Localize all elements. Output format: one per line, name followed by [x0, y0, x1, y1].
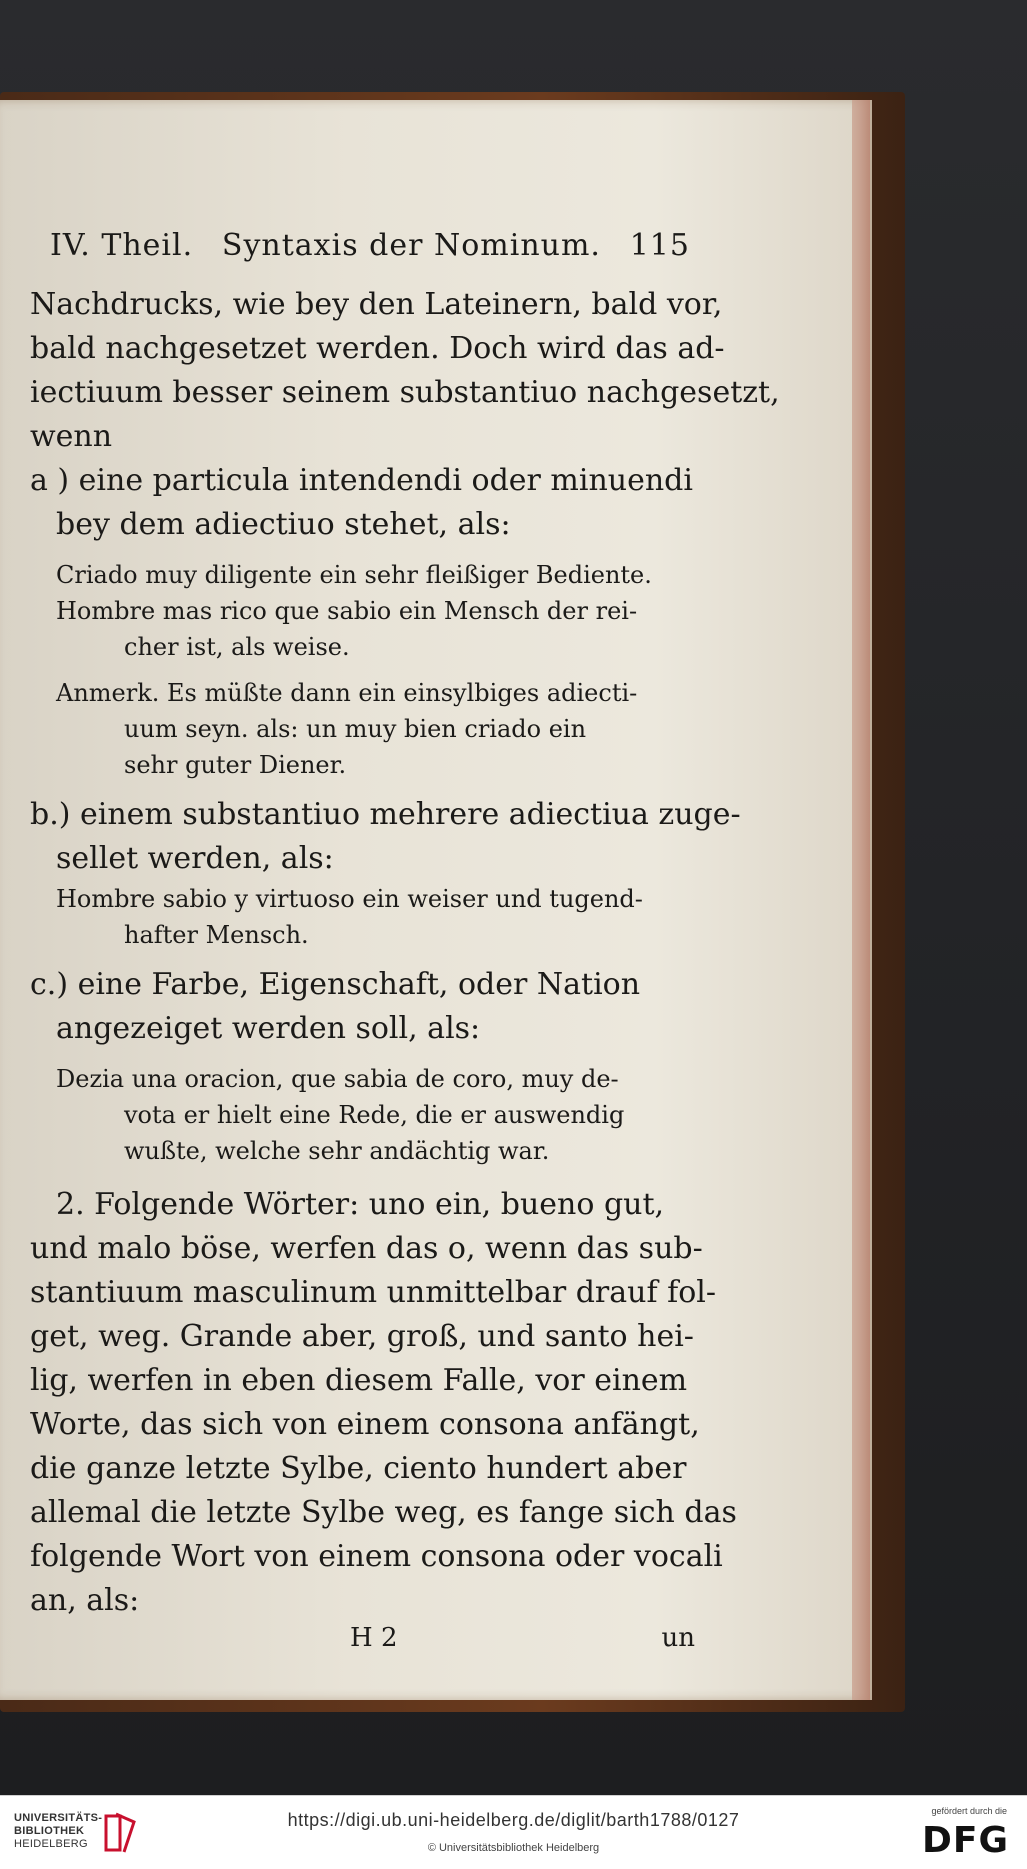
header-title: Syntaxis der Nominum. — [221, 228, 601, 263]
copyright-text: © Universitätsbibliothek Heidelberg — [427, 1842, 600, 1854]
signature-mark: H 2 — [350, 1623, 398, 1653]
text-line: sellet werden, als: — [56, 841, 334, 876]
text-line: folgende Wort von einem consona oder vocali — [30, 1539, 723, 1574]
example-line: vota er hielt eine Rede, die er auswendig — [124, 1101, 625, 1129]
example-line: Hombre mas rico que sabio ein Mensch der rei- — [56, 597, 638, 625]
text-line: die ganze letzte Sylbe, ciento hundert aber — [30, 1451, 687, 1486]
text-line: b.) einem substantiuo mehrere adiectiua zuge- — [30, 797, 741, 832]
text-line: 2. Folgende Wörter: uno ein, bueno gut, — [56, 1187, 665, 1222]
note-line: uum seyn. als: un muy bien criado ein — [124, 715, 587, 743]
text-line: lig, werfen in eben diesem Falle, vor einem — [30, 1363, 688, 1398]
page-text — [30, 228, 780, 1663]
example-line: wußte, welche sehr andächtig war. — [124, 1137, 550, 1165]
example-line: hafter Mensch. — [124, 921, 309, 949]
page-footer-line — [30, 1623, 695, 1663]
text-line: an, als: — [30, 1583, 140, 1618]
text-line: a ) eine particula intendendi oder minuendi — [30, 463, 693, 498]
text-line: wenn — [30, 419, 113, 454]
permalink-url[interactable]: https://digi.ub.uni-heidelberg.de/diglit/barth1788/0127 — [287, 1810, 740, 1830]
example-line: Criado muy diligente ein sehr fleißiger Bediente. — [56, 561, 652, 589]
logo-line: BIBLIOTHEK — [14, 1825, 85, 1837]
example-line: cher ist, als weise. — [124, 633, 350, 661]
text-line: Nachdrucks, wie bey den Lateinern, bald vor, — [30, 287, 723, 322]
text-line: stantiuum masculinum unmittelbar drauf fol- — [30, 1275, 717, 1310]
header-part: IV. Theil. — [50, 228, 194, 263]
text-line: get, weg. Grande aber, groß, und santo hei- — [30, 1319, 694, 1354]
text-line: und malo böse, werfen das o, wenn das sub- — [30, 1231, 703, 1266]
viewer-footer — [0, 1795, 1027, 1869]
funding-note: gefördert durch die — [931, 1806, 1007, 1816]
example-line: Hombre sabio y virtuoso ein weiser und tugend- — [56, 885, 643, 913]
catchword: un — [661, 1623, 695, 1653]
page-number: 115 — [629, 228, 690, 263]
text-line: allemal die letzte Sylbe weg, es fange sich das — [30, 1495, 737, 1530]
running-header — [30, 228, 690, 283]
text-line: bey dem adiectiuo stehet, als: — [56, 507, 511, 542]
logo-line: UNIVERSITÄTS- — [14, 1812, 103, 1824]
note-line: Anmerk. Es müßte dann ein einsylbiges adiecti- — [56, 679, 638, 707]
example-line: Dezia una oracion, que sabia de coro, muy de- — [56, 1065, 619, 1093]
page-red-edge — [852, 100, 870, 1700]
text-line: c.) eine Farbe, Eigenschaft, oder Nation — [30, 967, 641, 1002]
text-line: angezeiget werden soll, als: — [56, 1011, 481, 1046]
dfg-logo[interactable]: DFG — [921, 1820, 1009, 1861]
note-line: sehr guter Diener. — [124, 751, 347, 779]
text-line: Worte, das sich von einem consona anfängt, — [30, 1407, 700, 1442]
logo-line: HEIDELBERG — [14, 1838, 88, 1850]
text-line: bald nachgesetzet werden. Doch wird das ad- — [30, 331, 725, 366]
text-line: iectiuum besser seinem substantiuo nachgesetzt, — [30, 375, 780, 410]
